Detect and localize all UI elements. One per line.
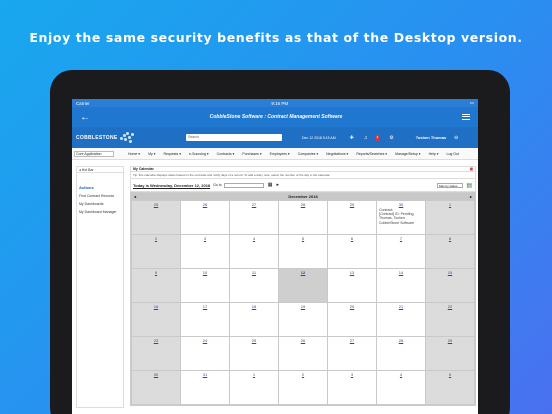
calendar-tip: Tip: this calendar displays dates based on the end date and notify days of a record. To add a diary note, select the number of the day in the calendar.: [130, 172, 476, 178]
calendar-day[interactable]: [426, 337, 475, 371]
status-bar: [72, 99, 478, 107]
calendar-day[interactable]: [279, 337, 328, 371]
day-number[interactable]: 15: [447, 270, 453, 275]
day-number[interactable]: 27: [251, 202, 257, 207]
calendar-week: [132, 303, 475, 337]
calendar-day[interactable]: [181, 235, 230, 269]
day-number[interactable]: 1: [252, 372, 256, 377]
menu-my[interactable]: My ▾: [148, 151, 156, 156]
calendar-day[interactable]: [279, 303, 328, 337]
day-number[interactable]: 5: [448, 372, 452, 377]
calendar-day[interactable]: [377, 269, 426, 303]
day-number[interactable]: 20: [349, 304, 355, 309]
calendar-event[interactable]: Contract: [Contract] ID: Pending, Thomas, Toshen CobbleStone Software: [379, 208, 415, 225]
calendar-toolbar: [130, 178, 476, 192]
print-icon[interactable]: ▣: [469, 167, 473, 171]
panel-title: [130, 166, 476, 172]
day-number[interactable]: 29: [447, 338, 453, 343]
logo-dots-icon: [120, 132, 132, 144]
hot-bar: [76, 166, 124, 408]
day-number[interactable]: 10: [202, 270, 208, 275]
day-number[interactable]: 26: [202, 202, 208, 207]
day-number[interactable]: 7: [399, 236, 403, 241]
today-link[interactable]: Today is Wednesday, December 12, 2018: [133, 182, 211, 188]
calendar-week: [132, 201, 475, 235]
menu-purchases[interactable]: Purchases ▾: [242, 151, 262, 156]
day-number[interactable]: 13: [349, 270, 355, 275]
calendar-day[interactable]: [132, 201, 181, 235]
calendar-day[interactable]: [377, 201, 426, 235]
day-number[interactable]: 11: [251, 270, 257, 275]
calendar-day[interactable]: [132, 371, 181, 405]
day-number[interactable]: 26: [300, 338, 306, 343]
month-header: [131, 193, 475, 200]
calendar-day[interactable]: [426, 269, 475, 303]
logo-text: COBBLESTONE: [76, 134, 118, 141]
menu-employees[interactable]: Employees ▾: [269, 151, 290, 156]
menu-requests[interactable]: Requests ▾: [163, 151, 181, 156]
menu-home[interactable]: Home ▾: [128, 151, 141, 156]
calendar-day[interactable]: [328, 269, 377, 303]
day-number[interactable]: 12: [300, 270, 306, 275]
calendar-grid: [131, 200, 475, 405]
main-menu: [72, 148, 478, 160]
day-number[interactable]: 2: [154, 236, 158, 241]
calendar-day[interactable]: [132, 269, 181, 303]
goto-label: Go to: [213, 183, 222, 187]
day-number[interactable]: 30: [153, 372, 159, 377]
day-number[interactable]: 23: [153, 338, 159, 343]
user-name[interactable]: Toshen Thomas: [415, 135, 447, 140]
day-number[interactable]: 22: [447, 304, 453, 309]
day-number[interactable]: 2: [301, 372, 305, 377]
menu-contracts[interactable]: Contracts ▾: [216, 151, 235, 156]
carrier-label: Carrier: [76, 100, 90, 106]
calendar-day[interactable]: [181, 337, 230, 371]
calendar-day[interactable]: [279, 269, 328, 303]
day-number[interactable]: 1: [448, 202, 452, 207]
calendar-picker-icon[interactable]: ▦: [267, 182, 273, 188]
promo-headline: Enjoy the same security benefits as that of the Desktop version.: [29, 30, 523, 45]
day-number[interactable]: 28: [398, 338, 404, 343]
calendar-day[interactable]: [132, 235, 181, 269]
app-screen: [72, 99, 478, 414]
calendar-day[interactable]: [230, 337, 279, 371]
clock: 9:16 PM: [271, 100, 289, 106]
day-number[interactable]: 19: [300, 304, 306, 309]
nav-title: CobbleStone Software : Contract Management Software: [209, 114, 343, 120]
day-number[interactable]: 4: [252, 236, 256, 241]
calendar-day[interactable]: [377, 337, 426, 371]
day-number[interactable]: 21: [398, 304, 404, 309]
pin-icon[interactable]: ✚: [349, 134, 354, 141]
next-month-icon[interactable]: ▸: [469, 194, 472, 199]
menu-esourcing[interactable]: e-Sourcing ▾: [189, 151, 209, 156]
calendar-day[interactable]: [328, 303, 377, 337]
menu-companies[interactable]: Companies ▾: [297, 151, 319, 156]
app-header: [72, 127, 478, 148]
bell-icon[interactable]: ♫: [363, 134, 368, 141]
month-title: December 2018: [288, 194, 318, 199]
calendar-day[interactable]: [377, 371, 426, 405]
day-number[interactable]: 29: [349, 202, 355, 207]
hot-bar-toggle[interactable]: ◂ Hot Bar: [77, 167, 123, 173]
calendar-day[interactable]: [230, 371, 279, 405]
day-number[interactable]: 30: [398, 202, 404, 207]
calendar-week: [132, 269, 475, 303]
header-datetime: Dec 12 2018 5:15 AM: [302, 135, 336, 140]
excel-export-icon[interactable]: ▤: [466, 183, 472, 189]
calendar-day[interactable]: [377, 303, 426, 337]
calendar-day[interactable]: [426, 303, 475, 337]
day-number[interactable]: 3: [350, 372, 354, 377]
calendar-day[interactable]: [328, 371, 377, 405]
nav-bar: [72, 107, 478, 127]
user-menu-icon[interactable]: ⊖: [454, 134, 459, 141]
menu-negotiations[interactable]: Negotiations ▾: [326, 151, 349, 156]
calendar-day[interactable]: [426, 371, 475, 405]
calendar-week: [132, 337, 475, 371]
calendar-panel: [130, 166, 476, 408]
calendar-day[interactable]: [230, 269, 279, 303]
battery-icon: ▭: [469, 100, 474, 105]
calendar-day[interactable]: [377, 235, 426, 269]
day-number[interactable]: 31: [202, 372, 208, 377]
view-select[interactable]: Max by status: [437, 183, 463, 188]
day-number[interactable]: 3: [203, 236, 207, 241]
month-calendar: [130, 192, 476, 406]
search-input[interactable]: Search: [186, 134, 282, 141]
goto-date-input[interactable]: [224, 183, 264, 188]
menu-help[interactable]: Help ▾: [428, 151, 439, 156]
day-number[interactable]: 4: [399, 372, 403, 377]
day-number[interactable]: 16: [153, 304, 159, 309]
calendar-day[interactable]: [279, 201, 328, 235]
calendar-day[interactable]: [426, 201, 475, 235]
day-number[interactable]: 8: [448, 236, 452, 241]
hamburger-menu-icon[interactable]: [462, 114, 470, 120]
calendar-day[interactable]: [426, 235, 475, 269]
calendar-day[interactable]: [132, 303, 181, 337]
menu-logout[interactable]: Log Out: [446, 151, 459, 156]
day-number[interactable]: 28: [300, 202, 306, 207]
panel-title-text: My Calendar: [133, 167, 154, 171]
day-number[interactable]: 27: [349, 338, 355, 343]
back-arrow-icon[interactable]: ←: [80, 111, 90, 123]
gear-icon[interactable]: ⚙: [389, 134, 394, 141]
alerts-badge: 3: [376, 134, 379, 139]
menu-manage-setup[interactable]: Manage/Setup ▾: [395, 151, 421, 156]
calendar-day[interactable]: [230, 303, 279, 337]
calendar-day[interactable]: [230, 235, 279, 269]
find-contract-records-link[interactable]: Find Contract Records: [79, 194, 115, 198]
day-number[interactable]: 14: [398, 270, 404, 275]
calendar-day[interactable]: [132, 337, 181, 371]
calendar-day[interactable]: [181, 201, 230, 235]
my-dashboards-link[interactable]: My Dashboards: [79, 202, 104, 206]
calendar-day[interactable]: [328, 235, 377, 269]
calendar-week: [132, 235, 475, 269]
actions-heading: Actions: [79, 185, 94, 190]
calendar-day[interactable]: [230, 201, 279, 235]
day-number[interactable]: 25: [153, 202, 159, 207]
cobblestone-logo[interactable]: [76, 130, 132, 146]
application-select[interactable]: Core Application: [74, 151, 114, 157]
calendar-day[interactable]: [181, 303, 230, 337]
calendar-day[interactable]: [328, 337, 377, 371]
day-number[interactable]: 18: [251, 304, 257, 309]
day-number[interactable]: 17: [202, 304, 208, 309]
menu-reports[interactable]: Reports/Searches ▾: [356, 151, 388, 156]
calendar-day[interactable]: [181, 269, 230, 303]
day-number[interactable]: 5: [301, 236, 305, 241]
calendar-day[interactable]: [181, 371, 230, 405]
go-arrow-icon[interactable]: ▸: [276, 182, 279, 188]
calendar-day[interactable]: [279, 371, 328, 405]
calendar-day[interactable]: [328, 201, 377, 235]
calendar-day[interactable]: [279, 235, 328, 269]
prev-month-icon[interactable]: ◂: [134, 194, 137, 199]
day-number[interactable]: 6: [350, 236, 354, 241]
calendar-week: [132, 371, 475, 405]
day-number[interactable]: 9: [154, 270, 158, 275]
dashboard-manager-link[interactable]: My Dashboard Manager: [79, 210, 117, 214]
day-number[interactable]: 24: [202, 338, 208, 343]
day-number[interactable]: 25: [251, 338, 257, 343]
